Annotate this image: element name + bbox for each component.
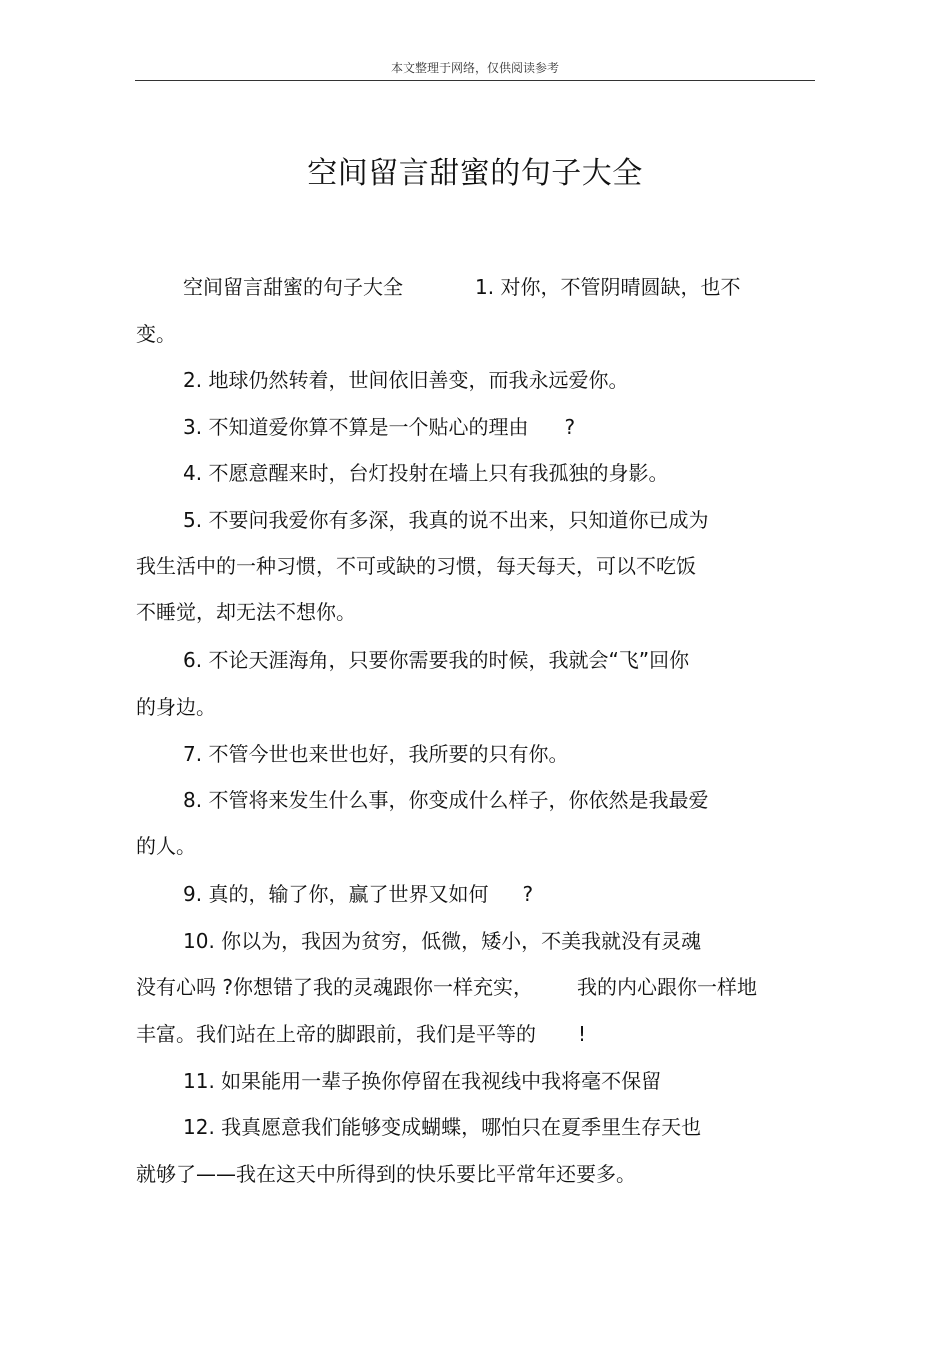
text-segment: 4. 不愿意醒来时，台灯投射在墙上只有我孤独的身影。 [183,461,669,485]
text-line-20 [136,1160,636,1188]
text-line-11 [183,740,568,768]
text-line-7 [136,552,696,580]
text-segment: 1. 对你，不管阴晴圆缺，也不 [475,275,741,299]
text-line-9 [183,646,689,674]
text-segment: 的身边。 [136,695,216,719]
text-line-8 [136,598,356,626]
text-line-16 [136,973,757,1001]
text-line-15 [183,927,701,955]
text-line-6 [183,506,708,534]
text-line-12 [183,786,708,814]
text-segment: 丰富。我们站在上帝的脚跟前，我们是平等的 [136,1022,536,1046]
text-segment: 9. 真的，输了你，赢了世界又如何 [183,882,489,906]
text-line-17 [136,1020,586,1048]
text-segment: ? [522,882,534,906]
text-line-4 [183,413,575,441]
text-segment: ? [564,415,576,439]
text-segment: 我的内心跟你一样地 [576,975,757,999]
text-line-10 [136,693,216,721]
text-line-13 [136,832,196,860]
header-note: 本文整理于网络，仅供阅读参考 [390,61,559,75]
text-segment: 11. 如果能用一辈子换你停留在我视线中我将毫不保留 [183,1069,662,1093]
text-line-1 [183,273,740,301]
text-line-5 [183,459,668,487]
text-segment: 10. 你以为，我因为贫穷，低微，矮小，不美我就没有灵魂 [183,929,702,953]
text-line-2 [136,320,176,348]
text-segment: 空间留言甜蜜的句子大全 [183,275,403,299]
text-segment: 变。 [136,322,176,346]
text-segment: 不睡觉，却无法不想你。 [136,600,356,624]
text-line-18 [183,1067,661,1095]
header-rule [135,80,815,81]
text-segment: 我生活中的一种习惯，不可或缺的习惯，每天每天，可以不吃饭 [136,554,696,578]
text-segment: 8. 不管将来发生什么事，你变成什么样子，你依然是我最爱 [183,788,709,812]
text-line-19 [183,1113,701,1141]
page-title: 空间留言甜蜜的句子大全 [307,156,643,191]
text-segment: 没有心吗 ?你想错了我的灵魂跟你一样充实， [136,975,533,999]
text-segment: 的人。 [136,834,196,858]
text-segment: 12. 我真愿意我们能够变成蝴蝶，哪怕只在夏季里生存天也 [183,1115,702,1139]
text-segment: 就够了——我在这天中所得到的快乐要比平常年还要多。 [136,1162,636,1186]
text-segment: 3. 不知道爱你算不算是一个贴心的理由 [183,415,529,439]
text-segment: 5. 不要问我爱你有多深，我真的说不出来，只知道你已成为 [183,508,709,532]
text-segment: 6. 不论天涯海角，只要你需要我的时候，我就会“飞”回你 [183,648,690,672]
text-segment: 2. 地球仍然转着，世间依旧善变，而我永远爱你。 [183,368,629,392]
text-segment: 7. 不管今世也来世也好，我所要的只有你。 [183,742,569,766]
text-line-3 [183,366,628,394]
text-segment: ! [578,1022,587,1046]
text-line-14 [183,880,533,908]
